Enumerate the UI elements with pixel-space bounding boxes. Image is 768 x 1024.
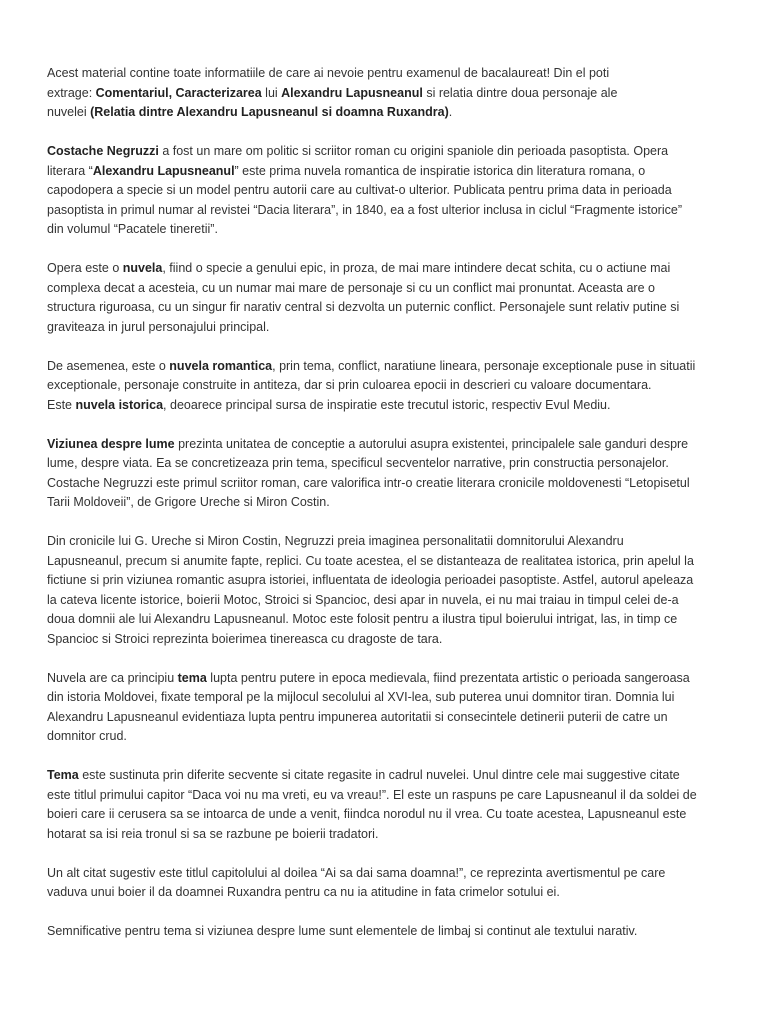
text-segment: prezinta unitatea de conceptie a autorului asupra existentei, principalele sale ganduri despre <box>174 436 689 451</box>
bold-text: nuvela romantica <box>169 358 273 373</box>
text-segment: vaduva unui boier il da doamnei Ruxandra pentru ca nu ia atitudine in fata crimelor sotului ei. <box>47 885 560 899</box>
text-line <box>47 630 723 650</box>
text-segment: din volumul “Pacatele tineretii”. <box>47 222 218 236</box>
text-segment: Din cronicile lui G. Ureche si Miron Costin, Negruzzi preia imaginea personalitatii domnitorului Alexandru <box>47 534 624 548</box>
text-segment: graviteaza in jurul personajului principal. <box>47 319 270 334</box>
text-segment: Alexandru Lapusneanul evidentiaza lupta pentru impunerea autoritatii si consecintele detinerii puterii de catre un <box>47 709 668 724</box>
bold-text: tema <box>177 670 207 685</box>
text-segment: Opera este o <box>47 261 123 275</box>
text-line <box>47 201 723 221</box>
paragraph <box>47 766 723 844</box>
text-line <box>47 571 723 591</box>
text-line <box>47 591 723 611</box>
bold-text: Comentariul, Caracterizarea <box>95 85 262 100</box>
bold-text: nuvela istorica <box>75 397 164 412</box>
text-segment: este titlul primului capitor “Daca voi nu ma vreti, eu va vreau!”. El este un raspuns pe care Lapusneanul il da soldei de <box>47 787 697 802</box>
text-line <box>47 142 723 162</box>
text-segment: , fiind o specie a genului epic, in proza, de mai mare intindere decat schita, cu o actiune mai <box>162 261 671 275</box>
text-segment: . <box>448 105 453 119</box>
text-line <box>47 786 723 806</box>
paragraph <box>47 259 723 337</box>
text-segment: Spancioc si Stroici reprezinta boierimea tinereasca cu dragoste de tara. <box>47 631 443 646</box>
text-segment: la cateva licente istorice, boierii Motoc, Stroici si Spancioc, desi apar in nuvela, ei nu mai traiau in timpul celei de-a <box>47 592 679 607</box>
text-line <box>47 64 723 84</box>
text-line <box>47 396 723 416</box>
bold-text: Viziunea despre lume <box>47 436 175 451</box>
text-line <box>47 805 723 825</box>
text-segment: Lapusneanul, precum si anumite fapte, replici. Cu toate acestea, el se distanteaza de realitatea istorica, prin apelul la <box>47 553 694 568</box>
text-segment: Semnificative pentru tema si viziunea despre lume sunt elementele de limbaj si continut ale textului narativ. <box>47 924 638 938</box>
text-line <box>47 825 723 845</box>
bold-text: Alexandru Lapusneanul <box>281 85 423 100</box>
text-line <box>47 493 723 513</box>
text-segment: Costache Negruzzi este primul scriitor roman, care valorifica intr-o creatie literara cronicile moldovenesti “Letopisetul <box>47 475 690 490</box>
text-segment: fictiune si prin viziunea romantic asupra istoriei, influentata de ideologia perioadei pasoptiste. Astfel, autorul apeleaza <box>47 573 694 587</box>
text-segment: domnitor crud. <box>47 729 127 743</box>
text-segment: literara “ <box>47 163 93 178</box>
text-line <box>47 532 723 552</box>
document-body <box>47 64 723 942</box>
text-segment: pasoptista in primul numar al revistei “Dacia literara”, in 1840, ea a fost ulterior inclusa in ciclul “Fragmente istorice” <box>47 202 682 217</box>
paragraph <box>47 435 723 513</box>
paragraph <box>47 357 723 416</box>
text-segment: lui <box>261 85 282 100</box>
text-segment: hotarat sa isi reia tronul si sa se razbune pe boierii tradatori. <box>47 826 379 841</box>
text-segment: nuvelei <box>47 105 91 119</box>
text-line <box>47 220 723 240</box>
text-line <box>47 610 723 630</box>
text-line <box>47 708 723 728</box>
text-segment: extrage: <box>47 85 96 100</box>
text-line <box>47 259 723 279</box>
text-segment: Acest material contine toate informatiile de care ai nevoie pentru examenul de bacalaureat! Din el poti <box>47 66 610 80</box>
bold-text: nuvela <box>122 261 163 275</box>
text-line <box>47 474 723 494</box>
text-segment: din istoria Moldovei, fixate temporal pe la mijlocul secolului al XVI-lea, sub puterea unui domnitor tiran. Domnia lui <box>47 690 675 704</box>
text-line <box>47 922 723 942</box>
text-segment: complexa decat a acesteia, cu un numar mai mare de personaje si cu un conflict mai pronuntat. Aceasta are o <box>47 280 655 295</box>
text-segment: exceptionale, personaje construite in antiteza, dar si prin culoarea epocii in descrieri cu valoare documentara. <box>47 378 652 392</box>
text-segment: lupta pentru putere in epoca medievala, fiind prezentata artistic o perioada sangeroasa <box>206 670 690 685</box>
text-line <box>47 84 723 104</box>
paragraph <box>47 922 723 942</box>
text-segment: doua domnii ale lui Alexandru Lapusneanul. Motoc este folosit pentru a ilustra tipul boierului intrigat, las, in timp ce <box>47 612 678 626</box>
paragraph <box>47 142 723 240</box>
text-line <box>47 435 723 455</box>
text-segment: Nuvela are ca principiu <box>47 670 178 685</box>
text-segment: ” este prima nuvela romantica de inspiratie istorica din literatura romana, o <box>234 163 646 178</box>
text-segment: Tarii Moldoveii”, de Grigore Ureche si Miron Costin. <box>47 495 330 509</box>
text-line <box>47 454 723 474</box>
text-segment: structura riguroasa, cu un singur fir narativ central si dezvolta un puternic conflict. Personajele sunt relativ putine si <box>47 300 680 314</box>
bold-text: Costache Negruzzi <box>47 144 159 158</box>
text-line <box>47 162 723 182</box>
text-segment: , deoarece principal sursa de inspiratie este trecutul istoric, respectiv Evul Mediu. <box>163 397 611 412</box>
text-segment: De asemenea, este o <box>47 358 170 373</box>
text-line <box>47 883 723 903</box>
text-line <box>47 376 723 396</box>
text-segment: a fost un mare om politic si scriitor roman cu origini spaniole din perioada pasoptista. Opera <box>158 144 669 158</box>
bold-text: (Relatia dintre Alexandru Lapusneanul si doamna Ruxandra) <box>90 105 449 119</box>
text-line <box>47 279 723 299</box>
text-line <box>47 318 723 338</box>
paragraph <box>47 64 723 123</box>
text-segment: boieri care ii cerusera sa se intoarca de unde a venit, fiindca norodul nu il vrea. Cu toate acestea, Lapusneanul este <box>47 807 687 821</box>
text-segment: Este <box>47 397 76 412</box>
text-line <box>47 669 723 689</box>
text-line <box>47 357 723 377</box>
text-line <box>47 766 723 786</box>
text-segment: , prin tema, conflict, naratiune lineara, personaje exceptionale puse in situatii <box>272 358 696 373</box>
text-line <box>47 552 723 572</box>
paragraph <box>47 532 723 649</box>
text-line <box>47 103 723 123</box>
paragraph <box>47 864 723 903</box>
paragraph <box>47 669 723 747</box>
bold-text: Tema <box>47 768 79 782</box>
text-line <box>47 727 723 747</box>
text-line <box>47 181 723 201</box>
text-segment: Un alt citat sugestiv este titlul capitolului al doilea “Ai sa dai sama doamna!”, ce reprezinta avertismentul pe care <box>47 865 666 880</box>
text-line <box>47 688 723 708</box>
text-segment: este sustinuta prin diferite secvente si citate regasite in cadrul nuvelei. Unul dintre cele mai suggestive citate <box>78 768 680 782</box>
text-segment: si relatia dintre doua personaje ale <box>422 85 618 100</box>
bold-text: Alexandru Lapusneanul <box>92 163 235 178</box>
text-segment: lume, despre viata. Ea se concretizeaza prin tema, specificul secventelor narrative, prin constructia personajelor. <box>47 456 669 470</box>
text-segment: capodopera a specie si un model pentru autorii care au cultivat-o ulterior. Publicata pentru prima data in perioada <box>47 183 672 197</box>
text-line <box>47 864 723 884</box>
text-line <box>47 298 723 318</box>
